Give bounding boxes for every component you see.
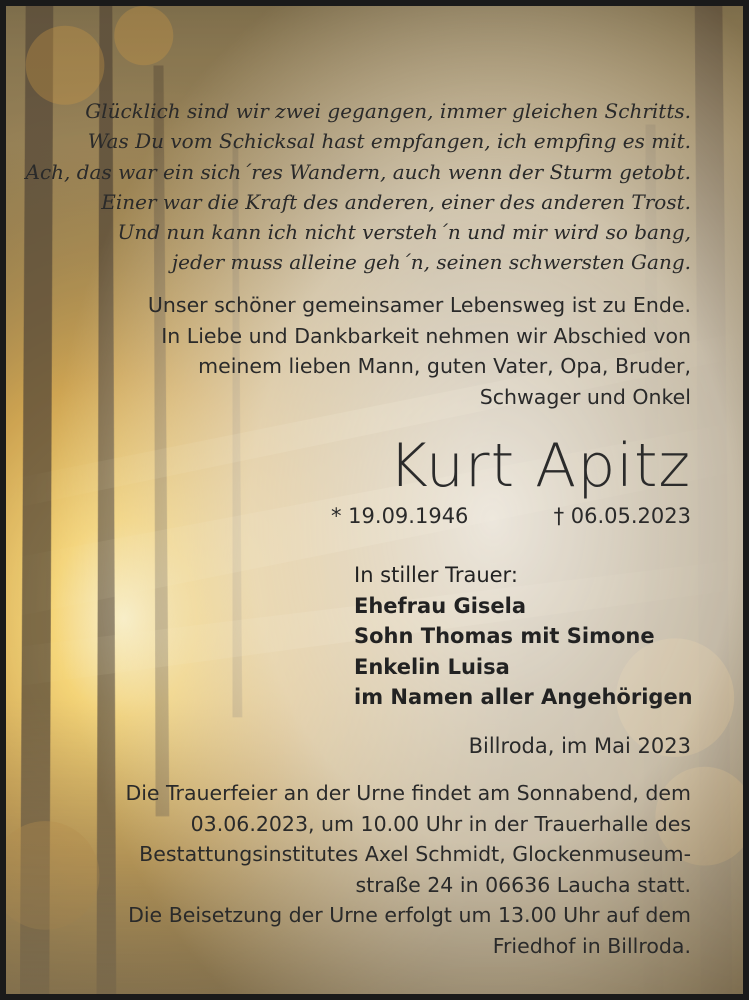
service-line: 03.06.2023, um 10.00 Uhr in der Trauerhalle des bbox=[190, 811, 691, 836]
service-line: Friedhof in Billroda. bbox=[492, 933, 691, 958]
intro-line: meinem lieben Mann, guten Vater, Opa, Bruder, bbox=[198, 354, 691, 378]
service-line: straße 24 in 06636 Laucha statt. bbox=[355, 872, 691, 897]
place-and-date: Billroda, im Mai 2023 bbox=[468, 734, 691, 758]
poem-line: jeder muss alleine geh´n, seinen schwersten Gang. bbox=[171, 250, 691, 275]
poem-line: Ach, das war ein sich´res Wandern, auch wenn der Sturm getobt. bbox=[25, 159, 691, 184]
life-dates bbox=[331, 504, 691, 528]
intro-line: Unser schöner gemeinsamer Lebensweg ist zu Ende. bbox=[147, 293, 691, 317]
birth-date: * 19.09.1946 bbox=[331, 504, 469, 528]
service-line: Die Trauerfeier an der Urne findet am Sonnabend, dem bbox=[125, 781, 691, 805]
poem-line: Glücklich sind wir zwei gegangen, immer gleichen Schritts. bbox=[85, 99, 691, 123]
deceased-name: Kurt Apitz bbox=[388, 431, 691, 501]
death-date: † 06.05.2023 bbox=[553, 504, 691, 528]
intro-text bbox=[31, 290, 691, 412]
mourner: Sohn Thomas mit Simone bbox=[354, 624, 655, 648]
intro-line: In Liebe und Dankbarkeit nehmen wir Abschied von bbox=[161, 323, 691, 348]
mourners-list bbox=[354, 560, 693, 713]
mourner: Ehefrau Gisela bbox=[354, 593, 527, 618]
service-line: Bestattungsinstitutes Axel Schmidt, Glockenmuseum- bbox=[139, 842, 691, 866]
mourners-heading: In stiller Trauer: bbox=[354, 563, 518, 587]
mourner: Enkelin Luisa bbox=[354, 654, 510, 679]
mourner: im Namen aller Angehörigen bbox=[354, 685, 693, 709]
service-info bbox=[11, 778, 691, 961]
intro-line: Schwager und Onkel bbox=[479, 384, 691, 409]
poem-line: Und nun kann ich nicht versteh´n und mir wird so bang, bbox=[117, 220, 691, 245]
poem-line: Was Du vom Schicksal hast empfangen, ich empfing es mit. bbox=[87, 129, 691, 154]
poem bbox=[11, 96, 691, 278]
service-line: Die Beisetzung der Urne erfolgt um 13.00 Uhr auf dem bbox=[128, 903, 691, 927]
poem-line: Einer war die Kraft des anderen, einer des anderen Trost. bbox=[101, 189, 691, 214]
